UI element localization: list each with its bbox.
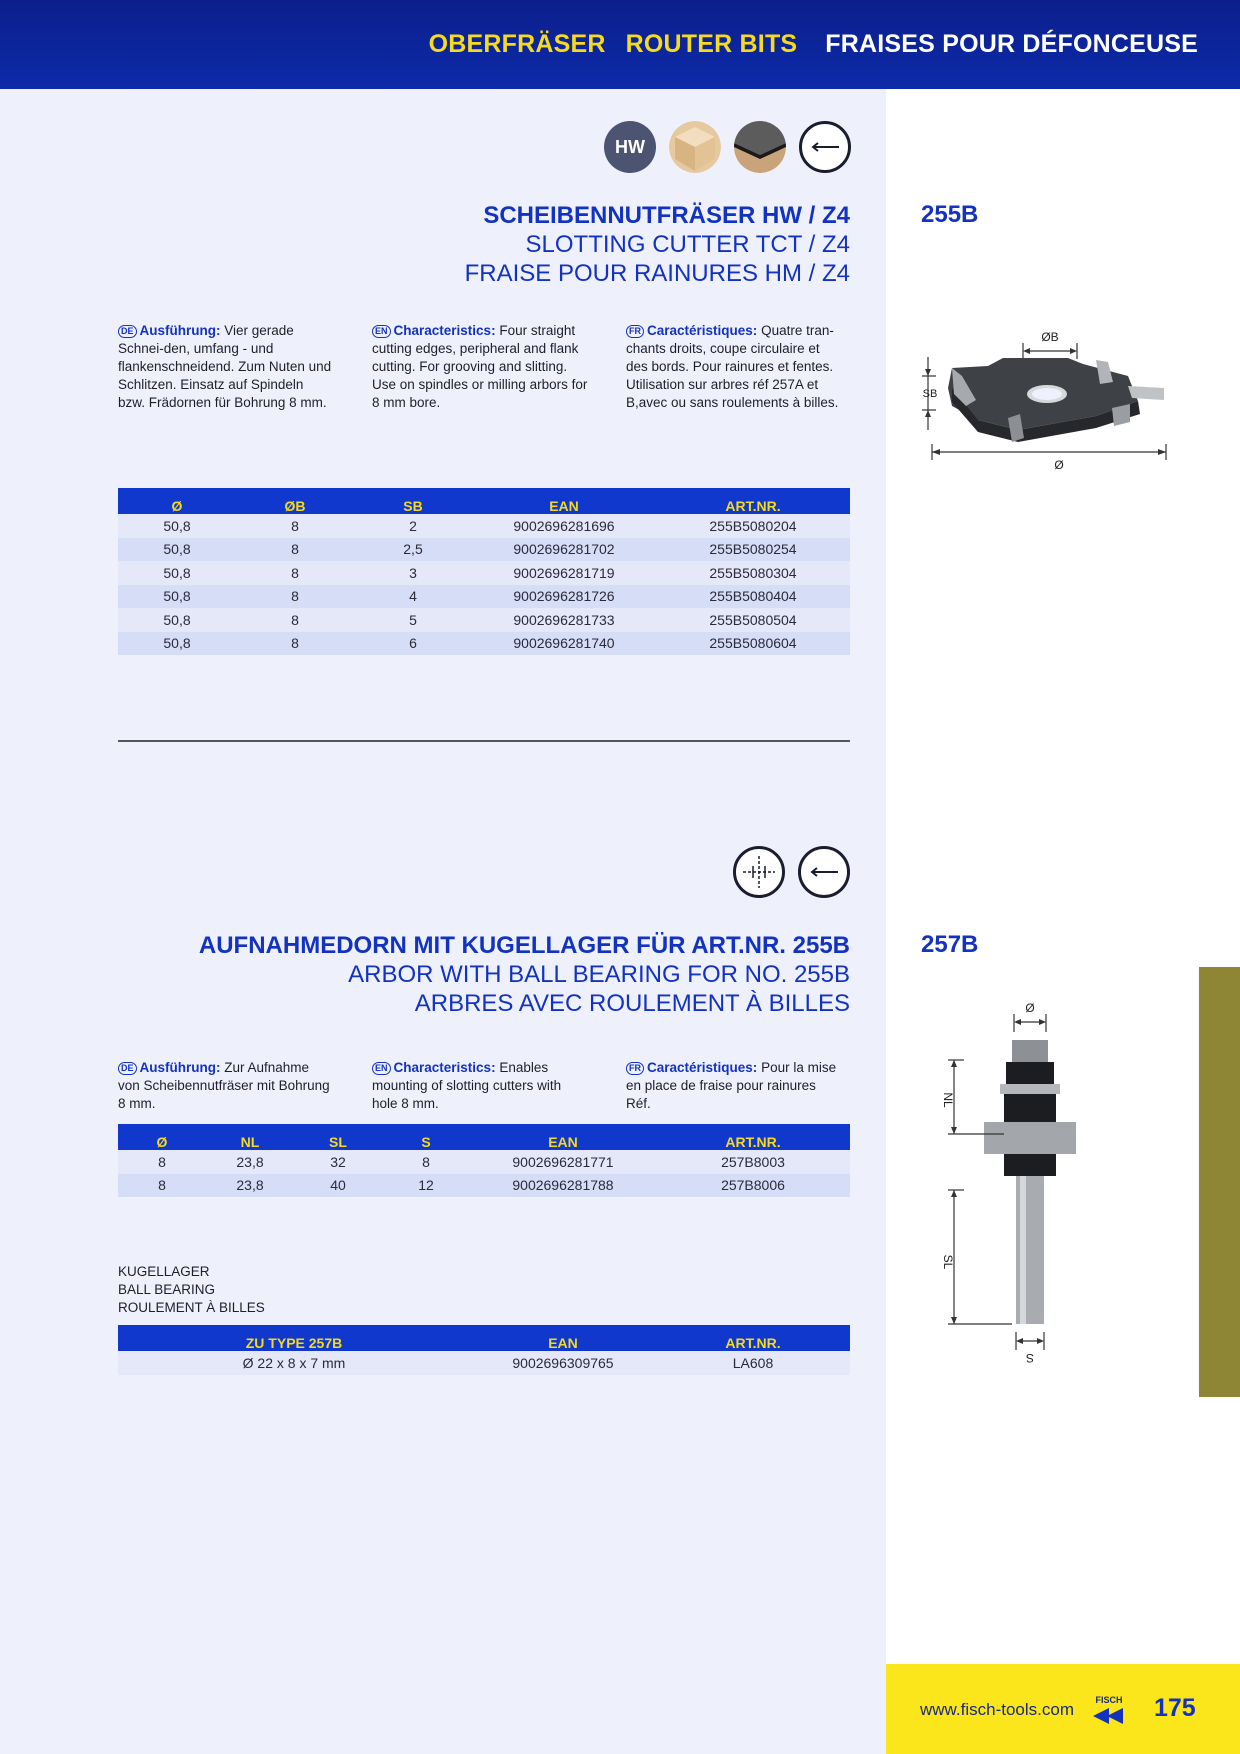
desc-text: Four straight cutting edges, peripheral and flank cutting. For grooving and slitting. Use on spindles or milling arbors for 8 mm bore.: [372, 323, 588, 410]
bearing-label-en: BALL BEARING: [118, 1282, 216, 1297]
cell: 50,8: [163, 588, 191, 605]
col-artnr: ART.NR.: [656, 1325, 850, 1351]
logo-text: FISCH: [1095, 1695, 1123, 1705]
fisch-logo: [1089, 1694, 1137, 1733]
softwood-icon: [669, 121, 721, 173]
desc-text: Enables mounting of slotting cutters with hole 8 mm.: [372, 1060, 562, 1111]
product2-desc-fr: [626, 1059, 842, 1113]
cell: 50,8: [163, 541, 191, 558]
desc-text: Pour la mise en place de fraise pour rainures Réf.: [626, 1060, 837, 1111]
cell: 9002696281696: [513, 517, 615, 534]
bearing-table: [118, 1325, 850, 1375]
cell: 50,8: [163, 635, 191, 652]
table-row: [118, 1174, 850, 1198]
table-row: [118, 608, 850, 632]
product1-desc-en: [372, 322, 588, 412]
cell: 255B5080604: [709, 635, 797, 652]
lang-badge-en: EN: [372, 325, 391, 338]
page-number: 175: [1154, 1694, 1196, 1722]
cell: 23,8: [236, 1153, 264, 1170]
desc-label: Ausführung:: [139, 1060, 221, 1075]
table-header-row: [118, 1124, 850, 1150]
cell: 257B8003: [721, 1153, 785, 1170]
label-s: S: [1025, 1351, 1035, 1365]
col-nl: NL: [206, 1124, 294, 1150]
product1-title-en: SLOTTING CUTTER TCT / Z4: [525, 231, 850, 258]
product1-table: [118, 488, 850, 655]
col-s: S: [382, 1124, 470, 1150]
table-row: [118, 538, 850, 562]
label-sl: SL: [941, 1254, 955, 1270]
cell: 255B5080504: [709, 611, 797, 628]
product1-title-de: SCHEIBENNUTFRÄSER HW / Z4: [483, 202, 850, 229]
cell: 8: [291, 611, 299, 628]
rotation-direction-icon: [798, 846, 850, 898]
cell: 255B5080254: [709, 541, 797, 558]
cell: 8: [291, 588, 299, 605]
bearing-label-de: KUGELLAGER: [118, 1264, 210, 1279]
product1-icons: [604, 121, 851, 173]
cell: 255B5080204: [709, 517, 797, 534]
header-title-de: OBERFRÄSER: [428, 30, 606, 58]
cell: 9002696281788: [512, 1177, 614, 1194]
table-row: [118, 632, 850, 656]
desc-label: Characteristics:: [393, 1060, 496, 1075]
cell: 9002696281719: [513, 564, 615, 581]
product2-title: [199, 931, 850, 1018]
cell: 2,5: [403, 541, 423, 558]
lang-badge-de: DE: [118, 325, 137, 338]
lang-badge-en: EN: [372, 1062, 391, 1075]
cell: Ø 22 x 8 x 7 mm: [242, 1354, 346, 1371]
col-d: Ø: [118, 488, 236, 514]
product2-desc-de: [118, 1059, 334, 1113]
desc-label: Ausführung:: [139, 323, 221, 338]
rotation-direction-icon: [799, 121, 851, 173]
cell: 5: [409, 611, 417, 628]
header-title-fr: FRAISES POUR DÉFONCEUSE: [825, 30, 1198, 58]
lang-badge-fr: FR: [626, 325, 644, 338]
desc-text: Zur Aufnahme von Scheibennutfräser mit Bohrung 8 mm.: [118, 1060, 330, 1111]
desc-text: Quatre tran-chants droits, coupe circulaire et des bords. Pour rainures et fentes. Utilisation sur arbres réf 257A et B,avec ou sans roulements à billes.: [626, 323, 839, 410]
cell: 50,8: [163, 517, 191, 534]
cell: 2: [409, 517, 417, 534]
table-row: [118, 561, 850, 585]
header-titles: [429, 30, 1198, 59]
col-artnr: ART.NR.: [656, 488, 850, 514]
table-row: [118, 1150, 850, 1174]
desc-text: Vier gerade Schnei-den, umfang - und flankenschneidend. Zum Nuten und Schlitzen. Einsatz auf Spindeln bzw. Frädornen für Bohrung 8 mm.: [118, 323, 332, 410]
cell: 8: [291, 517, 299, 534]
bearing-labels: [118, 1263, 265, 1317]
cell: 257B8006: [721, 1177, 785, 1194]
label-nl: NL: [941, 1092, 955, 1108]
product1-title: [465, 201, 850, 288]
hw-icon: [604, 121, 656, 173]
cell: 9002696281702: [513, 541, 615, 558]
page-footer: [886, 1664, 1240, 1754]
col-d: Ø: [118, 1124, 206, 1150]
label-ob: ØB: [1041, 330, 1059, 344]
cell: LA608: [732, 1354, 774, 1371]
cell: 8: [291, 541, 299, 558]
col-ean: EAN: [470, 1124, 656, 1150]
cell: 50,8: [163, 611, 191, 628]
product1-title-fr: FRAISE POUR RAINURES HM / Z4: [464, 260, 850, 287]
side-tab: [1199, 967, 1240, 1397]
product2-title-fr: ARBRES AVEC ROULEMENT À BILLES: [414, 990, 850, 1017]
coated-board-icon: [734, 121, 786, 173]
cell: 8: [422, 1153, 430, 1170]
product2-icons: [733, 846, 850, 898]
desc-label: Characteristics:: [393, 323, 496, 338]
col-sl: SL: [294, 1124, 382, 1150]
product2-title-de: AUFNAHMEDORN MIT KUGELLAGER FÜR ART.NR. 255B: [198, 932, 850, 959]
page-header: [0, 0, 1240, 89]
col-artnr: ART.NR.: [656, 1124, 850, 1150]
arbor-mount-icon: [733, 846, 785, 898]
label-d: Ø: [1025, 1001, 1035, 1015]
col-type: ZU TYPE 257B: [118, 1325, 470, 1351]
cell: 12: [418, 1177, 434, 1194]
section-divider: [118, 740, 850, 742]
product1-art-no: 255B: [921, 201, 979, 228]
col-ob: ØB: [236, 488, 354, 514]
hw-icon-label: HW: [615, 136, 645, 157]
cell: 50,8: [163, 564, 191, 581]
cell: 4: [409, 588, 417, 605]
product2-art-no: 257B: [921, 931, 979, 958]
cell: 9002696281733: [513, 611, 615, 628]
cell: 32: [330, 1153, 346, 1170]
cell: 8: [291, 564, 299, 581]
cell: 40: [330, 1177, 346, 1194]
cell: 3: [409, 564, 417, 581]
cell: 9002696309765: [512, 1354, 614, 1371]
cell: 8: [158, 1153, 166, 1170]
desc-label: Caractéristiques:: [647, 1060, 758, 1075]
cell: 9002696281771: [512, 1153, 614, 1170]
desc-label: Caractéristiques:: [647, 323, 758, 338]
label-sb: SB: [922, 388, 938, 400]
bearing-label-fr: ROULEMENT À BILLES: [118, 1300, 265, 1315]
col-ean: EAN: [470, 1325, 656, 1351]
lang-badge-fr: FR: [626, 1062, 644, 1075]
table-header-row: [118, 1325, 850, 1351]
slotting-cutter-diagram: [918, 326, 1180, 474]
cell: 255B5080304: [709, 564, 797, 581]
cell: 8: [291, 635, 299, 652]
cell: 9002696281726: [513, 588, 615, 605]
product2-title-en: ARBOR WITH BALL BEARING FOR NO. 255B: [348, 961, 850, 988]
website-link[interactable]: www.fisch-tools.com: [920, 1700, 1074, 1719]
arbor-diagram: [930, 1000, 1100, 1370]
lang-badge-de: DE: [118, 1062, 137, 1075]
table-row: [118, 1351, 850, 1375]
label-d: Ø: [1054, 458, 1064, 472]
col-sb: SB: [354, 488, 472, 514]
product2-desc-en: [372, 1059, 588, 1113]
col-ean: EAN: [472, 488, 656, 514]
cell: 9002696281740: [513, 635, 615, 652]
table-row: [118, 585, 850, 609]
table-header-row: [118, 488, 850, 514]
product2-table: [118, 1124, 850, 1197]
header-title-en: ROUTER BITS: [625, 30, 798, 58]
cell: 23,8: [236, 1177, 264, 1194]
cell: 6: [409, 635, 417, 652]
cell: 8: [158, 1177, 166, 1194]
cell: 255B5080404: [709, 588, 797, 605]
product1-desc-de: [118, 322, 334, 412]
product1-desc-fr: [626, 322, 842, 412]
table-row: [118, 514, 850, 538]
